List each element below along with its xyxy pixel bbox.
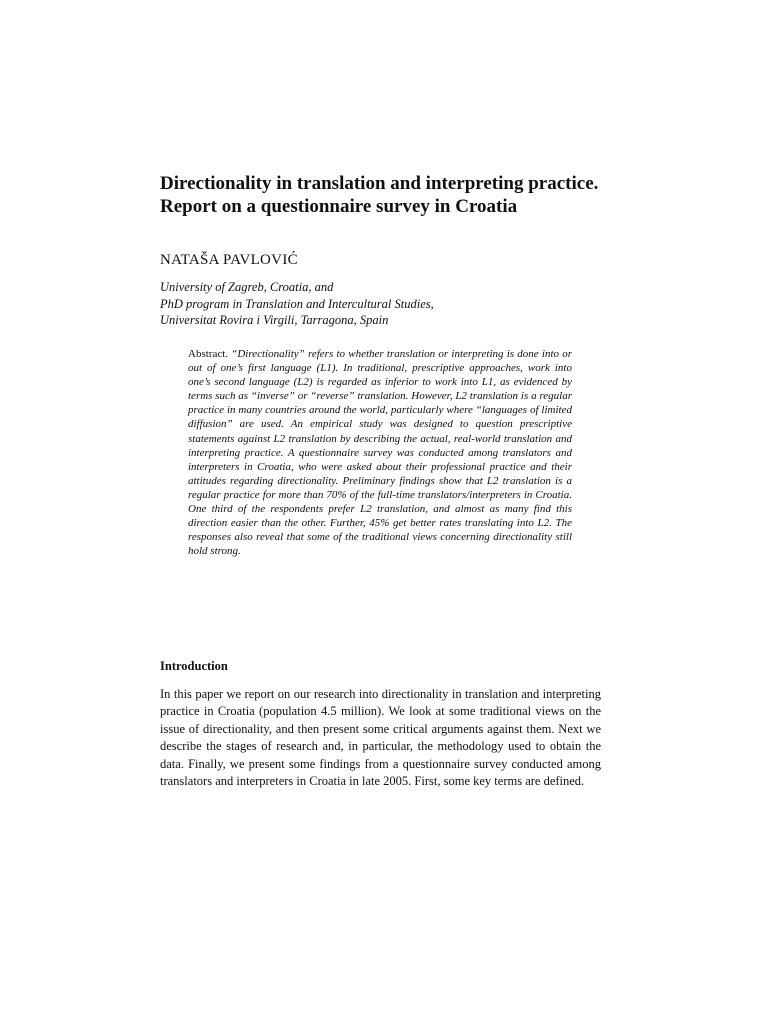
affiliation-line: Universitat Rovira i Virgili, Tarragona, Spain [160, 313, 389, 327]
abstract-text: “Directionality” refers to whether translation or interpreting is done into or out of one’s first language (L1). In traditional, prescriptive approaches, work into one’s second language (L2) is regarded as inferior to work into L1, as evidenced by terms such as “inverse” or “reverse” translation. However, L2 translation is a regular practice in many countries around the world, particularly where “languages of limited diffusion” are used. An empirical study was designed to question prescriptive statements against L2 translation by describing the actual, real-world translation and interpreting practice. A questionnaire survey was conducted among translators and interpreters in Croatia, who were asked about their professional practice and their attitudes regarding directionality. Preliminary findings show that L2 translation is a regular practice for more than 70% of the full-time translators/interpreters in Croatia. One third of the respondents prefer L2 translation, and almost as many find this direction easier than the other. Further, 45% get better rates translating into L2. The responses also reveal that some of the traditional views concerning directionality still hold strong. [188, 348, 573, 558]
section-heading-introduction: Introduction [160, 659, 228, 673]
abstract [188, 347, 572, 558]
affiliation-line: University of Zagreb, Croatia, and [160, 280, 334, 294]
abstract-label: Abstract. [188, 348, 229, 360]
affiliation-line: PhD program in Translation and Intercultural Studies, [160, 296, 434, 311]
paper-title: Directionality in translation and interpreting practice. Report on a questionnaire survey in Croatia [160, 173, 599, 217]
author-affiliation [160, 279, 600, 329]
author-name: NATAŠA PAVLOVIĆ [160, 252, 298, 268]
introduction-paragraph: In this paper we report on our research into directionality in translation and interpreting practice in Croatia (population 4.5 million). We look at some traditional views on the issue of directionality, and then present some critical arguments against them. Next we describe the stages of research and, in particular, the methodology used to obtain the data. Finally, we present some findings from a questionnaire survey conducted among translators and interpreters in Croatia in late 2005. First, some key terms are defined. [160, 687, 601, 789]
